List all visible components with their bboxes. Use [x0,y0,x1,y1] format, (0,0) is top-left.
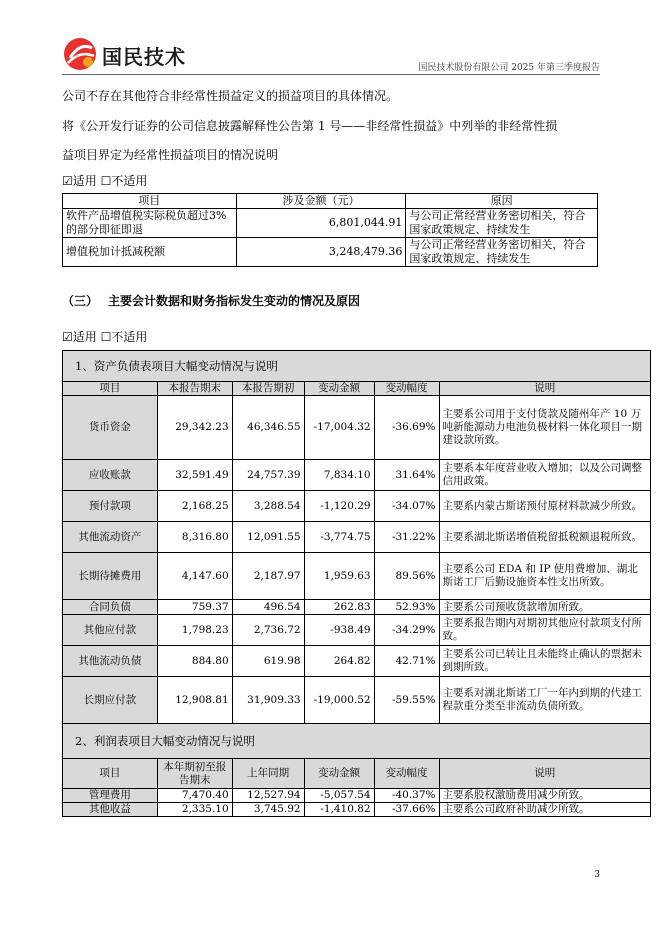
value-cell: 12,527.94 [232,789,304,803]
note-cell: 主要系股权激励费用减少所致。 [439,789,650,803]
report-title: 国民技术股份有限公司 2025 年第三季度报告 [418,63,600,73]
table-row [63,803,651,817]
value-cell: 1,798.23 [157,615,232,646]
page-number: 3 [594,870,600,880]
table-row [63,789,651,803]
value-cell: 884.80 [157,646,232,677]
value-cell: -1,120.29 [304,491,374,522]
note-cell: 主要系公司用于支付货款及随州年产 10 万吨新能源动力电池负极材料一体化项目一期建设款所致。 [439,396,650,460]
table-row [63,553,651,600]
balance-section-title: 1、资产负债表项目大幅变动情况与说明 [63,351,651,382]
header-cell: 涉及金额（元） [236,194,406,209]
note-cell: 主要系公司已转让且未能终止确认的票据未到期所致。 [439,646,650,677]
amount-cell: 6,801,044.91 [236,209,406,238]
value-cell: 2,187.97 [232,553,304,600]
table-row [63,677,651,724]
value-cell: 2,335.10 [157,803,232,817]
header-cell: 说明 [439,759,650,789]
value-cell: 24,757.39 [232,460,304,491]
section-heading [62,292,370,309]
value-cell: 619.98 [232,646,304,677]
value-cell: 46,346.55 [232,396,304,460]
header-cell: 本报告期初 [232,382,304,396]
value-cell: -34.29% [374,615,439,646]
value-cell: -36.69% [374,396,439,460]
table-row [63,615,651,646]
value-cell: 29,342.23 [157,396,232,460]
value-cell: 759.37 [157,600,232,615]
table-row [63,460,651,491]
table-row [63,238,598,267]
table-row [63,209,598,238]
table-row [63,646,651,677]
note-cell: 主要系对湖北斯诺工厂一年内到期的代建工程款重分类至非流动负债所致。 [439,677,650,724]
note-cell: 主要系公司 EDA 和 IP 使用费增加、湖北斯诺工厂后勤设施资本性支出所致。 [439,553,650,600]
financial-change-table [62,350,651,817]
value-cell: 496.54 [232,600,304,615]
value-cell: 7,470.40 [157,789,232,803]
applicable-checkbox-2: ☑适用 ☐不适用 [62,330,148,344]
value-cell: -37.66% [374,803,439,817]
table-row [63,491,651,522]
value-cell: -31.22% [374,522,439,553]
value-cell: 31.64% [374,460,439,491]
header-cell: 原因 [406,194,598,209]
value-cell: -34.07% [374,491,439,522]
table-header-row [63,382,651,396]
value-cell: -1,410.82 [304,803,374,817]
value-cell: 262.83 [304,600,374,615]
item-cell: 其他应付款 [63,615,158,646]
value-cell: 12,091.55 [232,522,304,553]
section-title: 主要会计数据和财务指标发生变动的情况及原因 [108,294,361,308]
header-divider [62,74,600,75]
value-cell: 89.56% [374,553,439,600]
value-cell: -19,000.52 [304,677,374,724]
header-cell: 项目 [63,194,237,209]
table-header-row [63,194,598,209]
value-cell: 42.71% [374,646,439,677]
item-cell: 其他流动负债 [63,646,158,677]
value-cell: 12,908.81 [157,677,232,724]
item-cell: 增值税加计抵减税额 [63,238,237,267]
applicable-checkbox-1: ☑适用 ☐不适用 [62,174,148,188]
item-cell: 管理费用 [63,789,158,803]
value-cell: -59.55% [374,677,439,724]
item-cell: 应收账款 [63,460,158,491]
note-cell: 主要系报告期内对期初其他应付款项支付所致。 [439,615,650,646]
nonrecurring-table [62,193,598,267]
header-cell: 本报告期末 [157,382,232,396]
logo-text: 国民技术 [102,45,186,69]
note-cell: 主要系公司政府补助减少所致。 [439,803,650,817]
table-row [63,600,651,615]
note-cell: 主要系公司预收货款增加所致。 [439,600,650,615]
header-cell: 变动金额 [304,759,374,789]
value-cell: 31,909.33 [232,677,304,724]
table-row [63,522,651,553]
value-cell: -938.49 [304,615,374,646]
header-cell: 项目 [63,382,158,396]
intro-line-3: 益项目界定为经常性损益项目的情况说明 [62,148,279,162]
value-cell: -17,004.32 [304,396,374,460]
header-cell: 本年期初至报告期末 [157,759,232,789]
value-cell: 32,591.49 [157,460,232,491]
intro-line-1: 公司不存在其他符合非经常性损益定义的损益项目的具体情况。 [62,89,399,103]
value-cell: 3,745.92 [232,803,304,817]
header-cell: 变动幅度 [374,759,439,789]
item-cell: 货币资金 [63,396,158,460]
section-number: （三） [62,294,99,308]
value-cell: 3,288.54 [232,491,304,522]
value-cell: 1,959.63 [304,553,374,600]
intro-line-2: 将《公开发行证券的公司信息披露解释性公告第 1 号——非经常性损益》中列举的非经常性损 [62,119,558,133]
item-cell: 软件产品增值税实际税负超过3%的部分即征即退 [63,209,237,238]
company-logo [62,36,192,70]
value-cell: -3,774.75 [304,522,374,553]
value-cell: -5,057.54 [304,789,374,803]
item-cell: 预付款项 [63,491,158,522]
table-header-row [63,759,651,789]
income-section-row [63,724,651,759]
balance-section-row [63,351,651,382]
value-cell: 52.93% [374,600,439,615]
value-cell: 2,168.25 [157,491,232,522]
value-cell: 7,834.10 [304,460,374,491]
note-cell: 主要系湖北斯诺增值税留抵税额退税所致。 [439,522,650,553]
amount-cell: 3,248,479.36 [236,238,406,267]
logo-mark-icon [62,36,98,72]
item-cell: 其他流动资产 [63,522,158,553]
header-cell: 说明 [439,382,650,396]
value-cell: 2,736.72 [232,615,304,646]
reason-cell: 与公司正常经营业务密切相关，符合国家政策规定、持续发生 [406,209,598,238]
header-cell: 项目 [63,759,158,789]
note-cell: 主要系本年度营业收入增加；以及公司调整信用政策。 [439,460,650,491]
table-row [63,396,651,460]
header-cell: 上年同期 [232,759,304,789]
income-section-title: 2、利润表项目大幅变动情况与说明 [63,724,651,759]
header-cell: 变动幅度 [374,382,439,396]
value-cell: -40.37% [374,789,439,803]
reason-cell: 与公司正常经营业务密切相关，符合国家政策规定、持续发生 [406,238,598,267]
note-cell: 主要系内蒙古斯诺预付原材料款减少所致。 [439,491,650,522]
value-cell: 264.82 [304,646,374,677]
item-cell: 合同负债 [63,600,158,615]
value-cell: 8,316.80 [157,522,232,553]
item-cell: 长期应付款 [63,677,158,724]
item-cell: 其他收益 [63,803,158,817]
value-cell: 4,147.60 [157,553,232,600]
item-cell: 长期待摊费用 [63,553,158,600]
header-cell: 变动金额 [304,382,374,396]
